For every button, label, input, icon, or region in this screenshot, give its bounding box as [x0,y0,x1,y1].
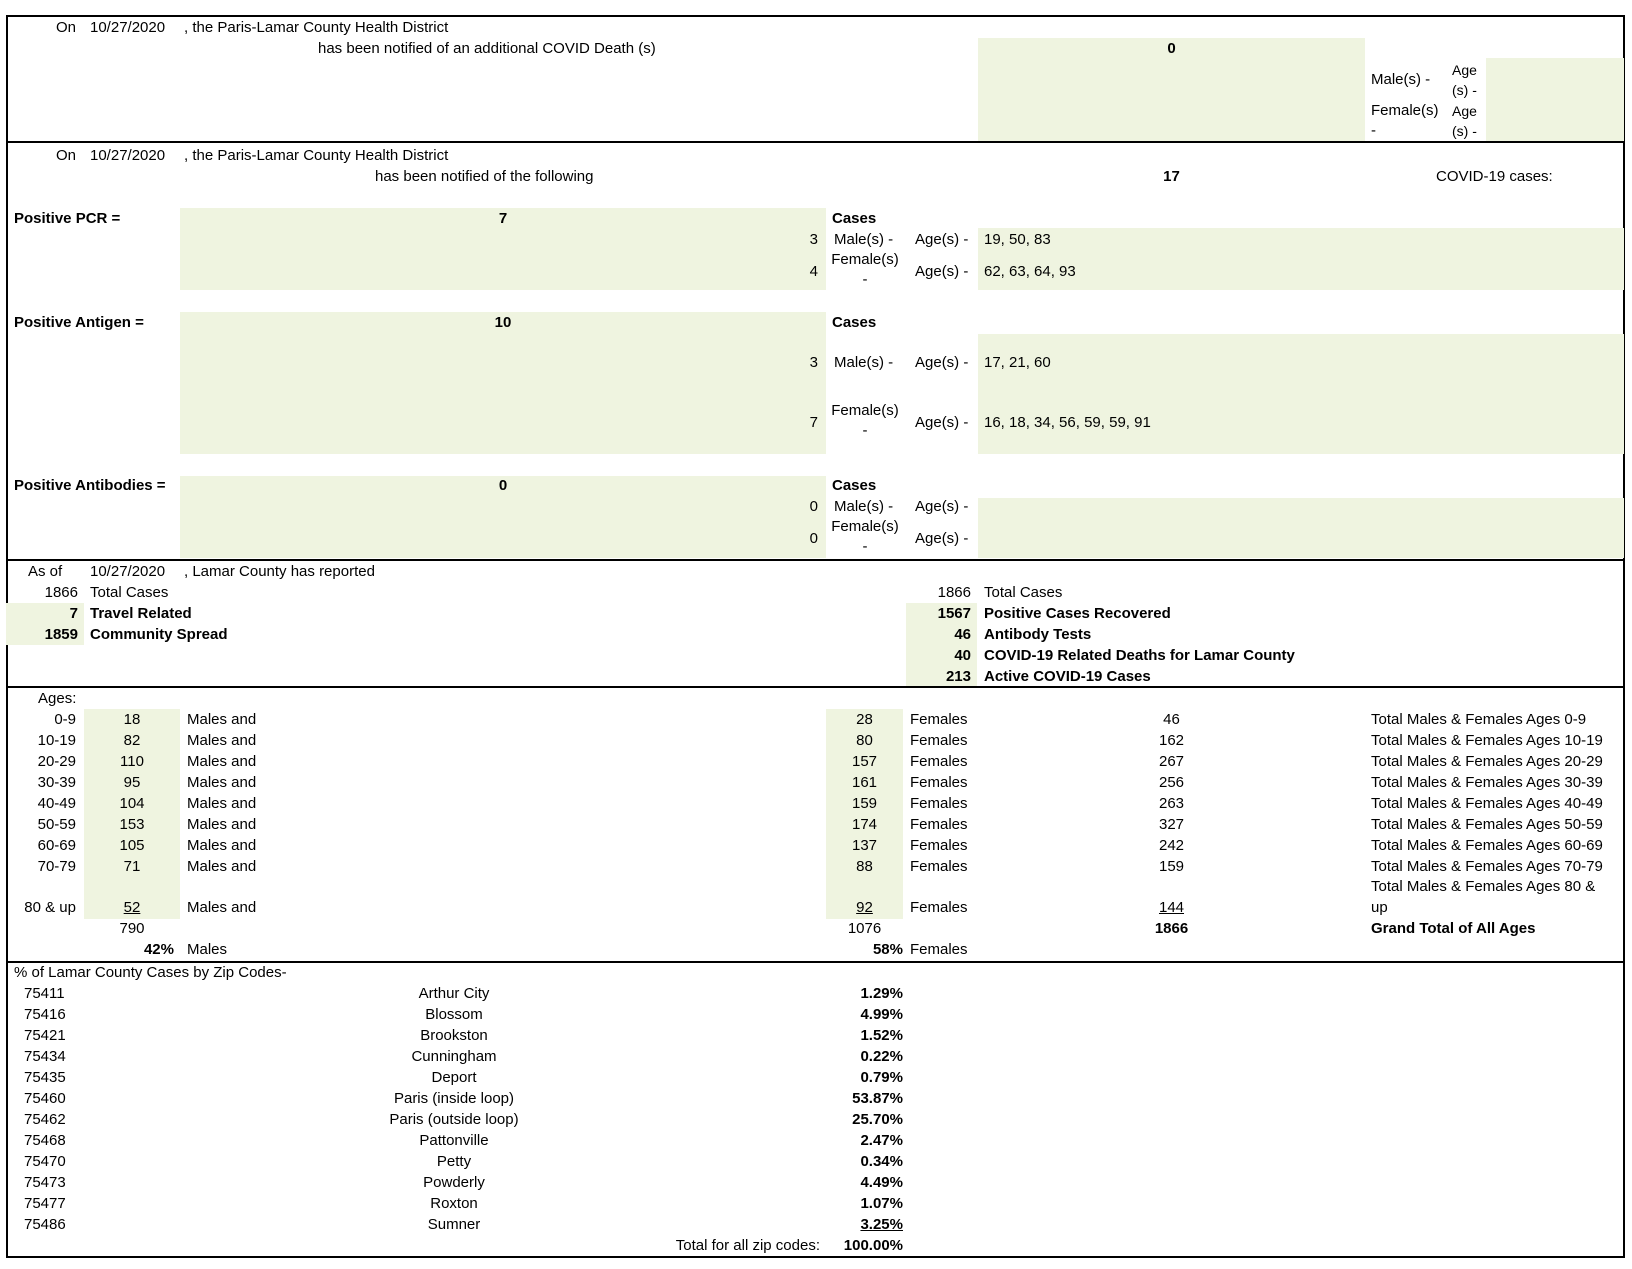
age-range: 0-9 [54,711,76,728]
death-ages-cell [1486,58,1624,142]
females-label: Females [910,774,968,791]
pcr-female-label: Female(s) - [831,251,899,288]
antibodies-male-label: Male(s) - [834,498,894,515]
age-males: 105 [119,837,145,854]
antibodies-female-age-label: Age(s) - [915,530,969,547]
death-male-label: Male(s) - [1371,71,1431,88]
antigen-female-ages: 16, 18, 34, 56, 59, 59, 91 [984,414,1151,431]
summary-left-value: 1859 [44,626,78,643]
zip-city: Blossom [425,1006,483,1023]
summary-left-label: Community Spread [90,626,228,643]
zip-code: 75462 [24,1111,66,1128]
age-males: 82 [123,732,141,749]
age-males: 52 [123,899,141,916]
zip-city: Cunningham [411,1048,497,1065]
males-and-label: Males and [187,753,257,770]
zip-header: % of Lamar County Cases by Zip Codes- [14,964,287,981]
summary-reported: , Lamar County has reported [184,563,375,580]
age-total-label: Total Males & Females Ages 50-59 [1371,816,1603,833]
summary-right-label: Total Cases [984,584,1063,601]
age-total: 159 [1158,858,1185,875]
age-range: 10-19 [37,732,76,749]
zip-city: Deport [431,1069,477,1086]
age-range: 70-79 [37,858,76,875]
age-females: 92 [856,899,873,916]
age-total: 267 [1158,753,1185,770]
antigen-label: Positive Antigen = [14,314,144,331]
summary-right-label: COVID-19 Related Deaths for Lamar County [984,647,1295,664]
pcr-label: Positive PCR = [14,210,121,227]
divider [6,559,1625,561]
age-females: 28 [856,711,873,728]
age-males: 153 [119,816,145,833]
age-females: 159 [851,795,878,812]
females-label: Females [910,858,968,875]
summary-as-of: As of [28,563,63,580]
divider [6,141,1625,143]
antigen-female-label: Female(s) - [831,402,899,439]
antibodies-male-age-label: Age(s) - [915,498,969,515]
deaths-on: On [56,19,77,36]
zip-percent: 25.70% [852,1111,903,1128]
males-and-label: Males and [187,837,257,854]
age-total-label: Total Males & Females Ages 0-9 [1371,711,1587,728]
summary-left-label: Travel Related [90,605,192,622]
summary-right-label: Positive Cases Recovered [984,605,1171,622]
zip-percent: 1.07% [860,1195,903,1212]
zip-percent: 53.87% [852,1090,903,1107]
age-males: 71 [123,858,141,875]
pcr-male-count: 3 [809,231,818,248]
pcr-female-age-label: Age(s) - [915,263,969,280]
zip-code: 75477 [24,1195,66,1212]
zip-percent: 0.22% [860,1048,903,1065]
summary-right-value: 1567 [937,605,971,622]
age-range: 50-59 [37,816,76,833]
age-males: 95 [123,774,141,791]
summary-left-value: 1866 [44,584,78,601]
females-label: Females [910,795,968,812]
summary-right-value: 40 [954,647,971,664]
male-total: 790 [119,920,145,937]
death-age-label-2: Age (s) - [1452,103,1477,139]
zip-code: 75435 [24,1069,66,1086]
antigen-cases-label: Cases [832,314,877,331]
antibodies-cases-label: Cases [832,477,877,494]
pcr-count: 7 [498,210,508,227]
age-total: 242 [1158,837,1185,854]
age-females: 137 [851,837,878,854]
age-total-label: Total Males & Females Ages 60-69 [1371,837,1603,854]
cases-on: On [56,147,77,164]
female-percent-label: Females [910,941,968,958]
zip-percent: 0.79% [860,1069,903,1086]
death-count: 0 [1167,40,1176,57]
antigen-ages-cell [978,334,1624,454]
age-total-label: Total Males & Females Ages 20-29 [1371,753,1603,770]
males-and-label: Males and [187,858,257,875]
antigen-count: 10 [494,314,512,331]
death-age-label-1: Age (s) - [1452,62,1477,98]
summary-left-value: 7 [69,605,78,622]
death-female-label: Female(s) - [1371,102,1439,139]
summary-right-label: Antibody Tests [984,626,1092,643]
age-females: 157 [851,753,878,770]
zip-city: Powderly [423,1174,485,1191]
cases-count: 17 [1163,168,1180,185]
pcr-male-age-label: Age(s) - [915,231,969,248]
antigen-count-cell [180,312,826,454]
female-percent: 58% [872,941,903,958]
zip-code: 75434 [24,1048,66,1065]
zip-city: Sumner [427,1216,481,1233]
summary-right-value: 46 [954,626,971,643]
cases-date: 10/27/2020 [90,147,166,164]
antigen-male-ages: 17, 21, 60 [984,354,1051,371]
summary-date: 10/27/2020 [90,563,166,580]
males-and-label: Males and [187,774,257,791]
antigen-male-age-label: Age(s) - [915,354,969,371]
zip-percent: 4.49% [860,1174,903,1191]
deaths-date: 10/27/2020 [90,19,166,36]
age-females: 88 [856,858,873,875]
antigen-male-count: 3 [809,354,818,371]
age-total: 327 [1158,816,1185,833]
zip-percent: 4.99% [860,1006,903,1023]
male-percent: 42% [143,941,174,958]
males-and-label: Males and [187,899,257,916]
age-range: 30-39 [37,774,76,791]
female-total: 1076 [847,920,882,937]
zip-code: 75470 [24,1153,66,1170]
zip-city: Petty [436,1153,472,1170]
zip-city: Pattonville [419,1132,489,1149]
zip-city: Paris (inside loop) [393,1090,515,1107]
age-males: 18 [123,711,141,728]
males-and-label: Males and [187,795,257,812]
pcr-male-label: Male(s) - [834,231,894,248]
males-and-label: Males and [187,732,257,749]
zip-code: 75468 [24,1132,66,1149]
age-total-label: Total Males & Females Ages 40-49 [1371,795,1603,812]
age-total: 256 [1158,774,1185,791]
age-range: 80 & up [24,899,76,916]
zip-code: 75416 [24,1006,66,1023]
zip-percent: 3.25% [860,1216,903,1233]
zip-city: Paris (outside loop) [389,1111,519,1128]
deaths-district: , the Paris-Lamar County Health District [184,19,449,36]
zip-code: 75460 [24,1090,66,1107]
age-range: 40-49 [37,795,76,812]
age-total-label: Total Males & Females Ages 10-19 [1371,732,1603,749]
females-label: Females [910,899,968,916]
deaths-notified: has been notified of an additional COVID Death (s) [318,40,656,57]
antibodies-label: Positive Antibodies = [14,477,166,494]
zip-percent: 1.52% [860,1027,903,1044]
grand-total-label: Grand Total of All Ages [1371,920,1536,937]
zip-code: 75473 [24,1174,66,1191]
pcr-female-ages: 62, 63, 64, 93 [984,263,1076,280]
males-and-label: Males and [187,816,257,833]
zip-city: Arthur City [418,985,490,1002]
age-total-label: Total Males & Females Ages 80 & [1371,878,1596,895]
cases-suffix: COVID-19 cases: [1436,168,1553,185]
zip-percent: 2.47% [860,1132,903,1149]
male-percent-label: Males [187,941,228,958]
age-total: 263 [1158,795,1185,812]
cases-notified: has been notified of the following [375,168,594,185]
antibodies-female-count: 0 [809,530,818,547]
grand-total: 1866 [1154,920,1189,937]
age-females: 161 [851,774,878,791]
antibodies-ages-cell [978,498,1624,558]
zip-code: 75486 [24,1216,66,1233]
age-range: 60-69 [37,837,76,854]
age-females: 80 [856,732,873,749]
summary-right-value: 213 [945,668,971,685]
antibodies-male-count: 0 [809,498,818,515]
females-label: Females [910,711,968,728]
zip-city: Roxton [430,1195,478,1212]
summary-left-label: Total Cases [90,584,169,601]
females-label: Females [910,753,968,770]
antibodies-female-label: Female(s) - [831,518,899,555]
age-total-label: Total Males & Females Ages 30-39 [1371,774,1603,791]
cases-district: , the Paris-Lamar County Health District [184,147,449,164]
zip-percent: 0.34% [860,1153,903,1170]
males-and-label: Males and [187,711,257,728]
age-males: 104 [119,795,145,812]
females-label: Females [910,732,968,749]
zip-percent: 1.29% [860,985,903,1002]
zip-code: 75421 [24,1027,66,1044]
ages-header: Ages: [38,690,77,707]
antigen-female-age-label: Age(s) - [915,414,969,431]
antibodies-count: 0 [498,477,508,494]
age-total: 144 [1158,899,1185,916]
antigen-female-count: 7 [809,414,818,431]
zip-city: Brookston [420,1027,488,1044]
pcr-male-ages: 19, 50, 83 [984,231,1051,248]
zip-total: 100.00% [843,1237,903,1254]
antigen-male-label: Male(s) - [834,354,894,371]
zip-code: 75411 [24,985,65,1002]
age-total: 162 [1158,732,1185,749]
pcr-cases-label: Cases [832,210,877,227]
age-total: 46 [1163,711,1180,728]
age-total-label: Total Males & Females Ages 70-79 [1371,858,1603,875]
age-total-label: up [1371,899,1388,916]
divider [6,686,1625,688]
age-range: 20-29 [37,753,76,770]
report-sheet [6,15,1625,1258]
age-females: 174 [851,816,878,833]
zip-total-label: Total for all zip codes: [675,1237,820,1254]
females-label: Females [910,816,968,833]
age-males: 110 [120,753,144,770]
summary-right-value: 1866 [937,584,971,601]
females-label: Females [910,837,968,854]
pcr-female-count: 4 [809,263,818,280]
summary-right-label: Active COVID-19 Cases [984,668,1151,685]
